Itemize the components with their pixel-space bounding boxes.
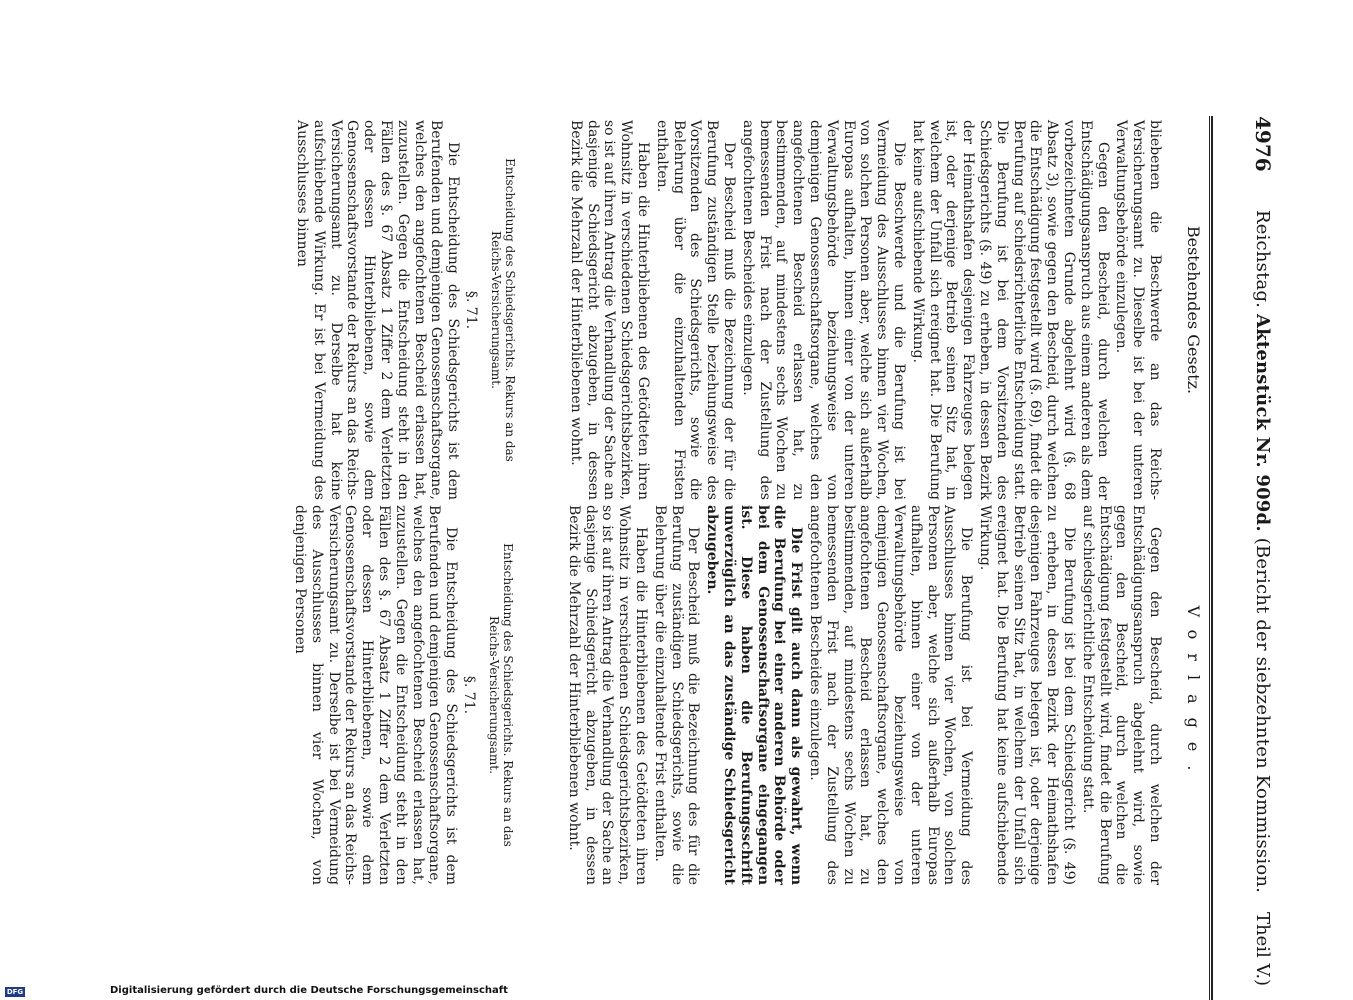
- left-section-71: [293, 120, 517, 500]
- right-paragraph-1: Gegen den Bescheid, durch welchen der Entschädigungsanspruch abgelehnt wird, sowie gegen den Bescheid, durch welchen die Entschädigung festgestellt wird, findet die Berufung auf schiedsgerichtliche Entscheidung statt.: [1079, 505, 1163, 885]
- right-column-title: Vorlage.: [1184, 605, 1203, 785]
- running-head-doc: Aktenstück Nr. 909d.: [1252, 314, 1273, 532]
- right-paragraph-4: Die Frist gilt auch dann als gewahrt, wenn die Berufung bei einer anderen Behörde oder bei dem Genossenschaftsorgane eingegangen ist. Diese haben die Berufungsschrift unverzüglich an das zuständige Schiedsgericht abzugeben.: [704, 505, 805, 885]
- right-paragraph-3: Die Berufung ist bei Vermeidung des Ausschlusses binnen vier Wochen, von solchen Personen aber, welche sich außerhalb Europas aufhalten, binnen einer von der unteren Verwaltungsbehörde beziehungsweise von demjenigen Genossenschaftsorgane, welches den angefochtenen Bescheid erlassen hat, zu bestimmenden, auf mindestens sechs Wochen zu bemessenden Frist nach der Zustellung des angefochtenen Bescheides einzulegen.: [807, 505, 975, 885]
- left-paragraph-4: Der Bescheid muß die Bezeichnung der für die Berufung zuständigen Stelle beziehungsweise des Vorsitzenden des Schiedsgerichts, sowie die Belehrung über die einzuhaltenden Fristen enthalten.: [653, 120, 738, 500]
- running-head-prefix: Reichstag.: [1252, 210, 1273, 309]
- left-column-title: Bestehendes Gesetz.: [1184, 225, 1203, 395]
- running-head-suffix: (Bericht der siebzehnten Kommission.: [1252, 537, 1273, 894]
- page-header: [1253, 0, 1293, 1000]
- header-rule: [1211, 116, 1213, 1000]
- digitization-credit-bar: [0, 985, 1353, 1000]
- right-paragraph-6: Haben die Hinterbliebenen des Getödteten ihren Wohnsitz in verschiedenen Schiedsgerichtsbezirken, so ist auf ihren Antrag die Verhandlung der Sache an dasjenige Schiedsgericht abzugeben, in dessen Bezirk die Mehrzahl der Hinterbliebenen wohnt.: [565, 505, 650, 885]
- right-paragraph-7: Die Entscheidung des Schiedsgerichts ist dem Berufenden und demjenigen Genossenschaftsorgane, welches den angefochtenen Bescheid erlassen hat, zuzustellen. Gegen die Entscheidung steht in den Fällen des §. 67 Absatz 1 Ziffer 2 dem Verletzten oder dessen Hinterbliebenen, sowie dem Genossenschaftsvorstande der Rekurs an das Reichs-Versicherungsamt zu. Derselbe ist bei Vermeidung des Ausschlusses binnen vier Wochen, von denjenigen Personen: [291, 505, 460, 885]
- running-head: [1252, 210, 1273, 893]
- left-section-number: §. 71.: [463, 290, 480, 330]
- dfg-logo: DFG: [6, 988, 24, 996]
- page-number: 4976: [1251, 116, 1275, 172]
- right-paragraph-5: Der Bescheid muß die Bezeichnung des für die Berufung zuständigen Schiedsgerichts, sowie die Belehrung über die einzuhaltende Frist enthalten.: [651, 505, 702, 885]
- right-section-71: [291, 505, 515, 885]
- left-section-heading: Entscheidung des Schiedsgerichts. Rekurs an das Reichs-Versicherungsamt.: [489, 158, 518, 462]
- left-paragraph-5: Haben die Hinterbliebenen des Getödteten ihren Wohnsitz in verschiedenen Schiedsgerichtsbezirken, so ist auf ihren Antrag die Verhandlung der Sache an dasjenige Schiedsgericht abzugeben, in dessen Bezirk die Mehrzahl der Hinterbliebenen wohnt.: [567, 120, 652, 500]
- left-paragraph-2: Gegen den Bescheid, durch welchen der Entschädigungsanspruch aus einem anderen als dem vorbezeichneten Grunde abgelehnt wird (§. 68 Absatz 3), sowie gegen den Bescheid, durch welchen die Entschädigung festgestellt wird (§. 69), findet die Berufung auf schiedsrichterliche Entscheidung statt. Die Berufung ist bei dem Vorsitzenden des Schiedsgerichts (§. 49) zu erheben, in dessen Bezirk der Heimathshafen desjenigen Fahrzeuges belegen ist, oder derjenige Betrieb seinen Sitz hat, in welchem der Unfall sich ereignet hat. Die Berufung hat keine aufschiebende Wirkung.: [909, 120, 1111, 500]
- right-column: [289, 505, 1163, 885]
- right-section-number: §. 71.: [461, 675, 478, 715]
- left-column: [291, 120, 1163, 500]
- part-label: Theil V.): [1252, 912, 1273, 987]
- left-paragraph-6: Die Entscheidung des Schiedsgerichts ist dem Berufenden und demjenigen Genossenschaftsorgane, welches den angefochtenen Bescheid erlassen hat, zuzustellen. Gegen die Entscheidung steht in den Fällen des §. 67 Absatz 1 Ziffer 2 dem Verletzten oder dessen Hinterbliebenen, sowie dem Genossenschaftsvorstande der Rekurs an das Reichs-Versicherungsamt zu. Derselbe hat keine aufschiebende Wirkung. Er ist bei Vermeidung des Ausschlusses binnen: [293, 120, 462, 500]
- left-paragraph-1: bliebenen die Beschwerde an das Reichs-Versicherungsamt zu. Dieselbe ist bei der unteren Verwaltungsbehörde einzulegen.: [1113, 120, 1163, 500]
- right-section-heading: Entscheidung des Schiedsgerichts. Rekurs an das Reichs-Versicherungsamt.: [487, 543, 516, 847]
- left-paragraph-3: Die Beschwerde und die Berufung ist bei Vermeidung des Ausschlusses binnen vier Wochen, von solchen Personen aber, welche sich außerhalb Europas aufhalten, binnen einer von der unteren Verwaltungsbehörde beziehungsweise von demjenigen Genossenschaftsorgane, welches den angefochtenen Bescheid erlassen hat, zu bestimmenden, auf mindestens sechs Wochen zu bemessenden Frist nach der Zustellung des angefochtenen Bescheides einzulegen.: [739, 120, 908, 500]
- header-rule-thin: [1209, 116, 1210, 1000]
- digitization-credit: Digitalisierung gefördert durch die Deutsche Forschungsgemeinschaft: [110, 985, 508, 996]
- right-paragraph-2: Die Berufung ist bei dem Schiedsgericht (§. 49) zu erheben, in dessen Bezirk der Heimathshafen desjenigen Fahrzeuges belegen ist, oder derjenige Betrieb seinen Sitz hat, in welchem der Unfall sich ereignet hat. Die Berufung hat keine aufschiebende Wirkung.: [977, 505, 1078, 885]
